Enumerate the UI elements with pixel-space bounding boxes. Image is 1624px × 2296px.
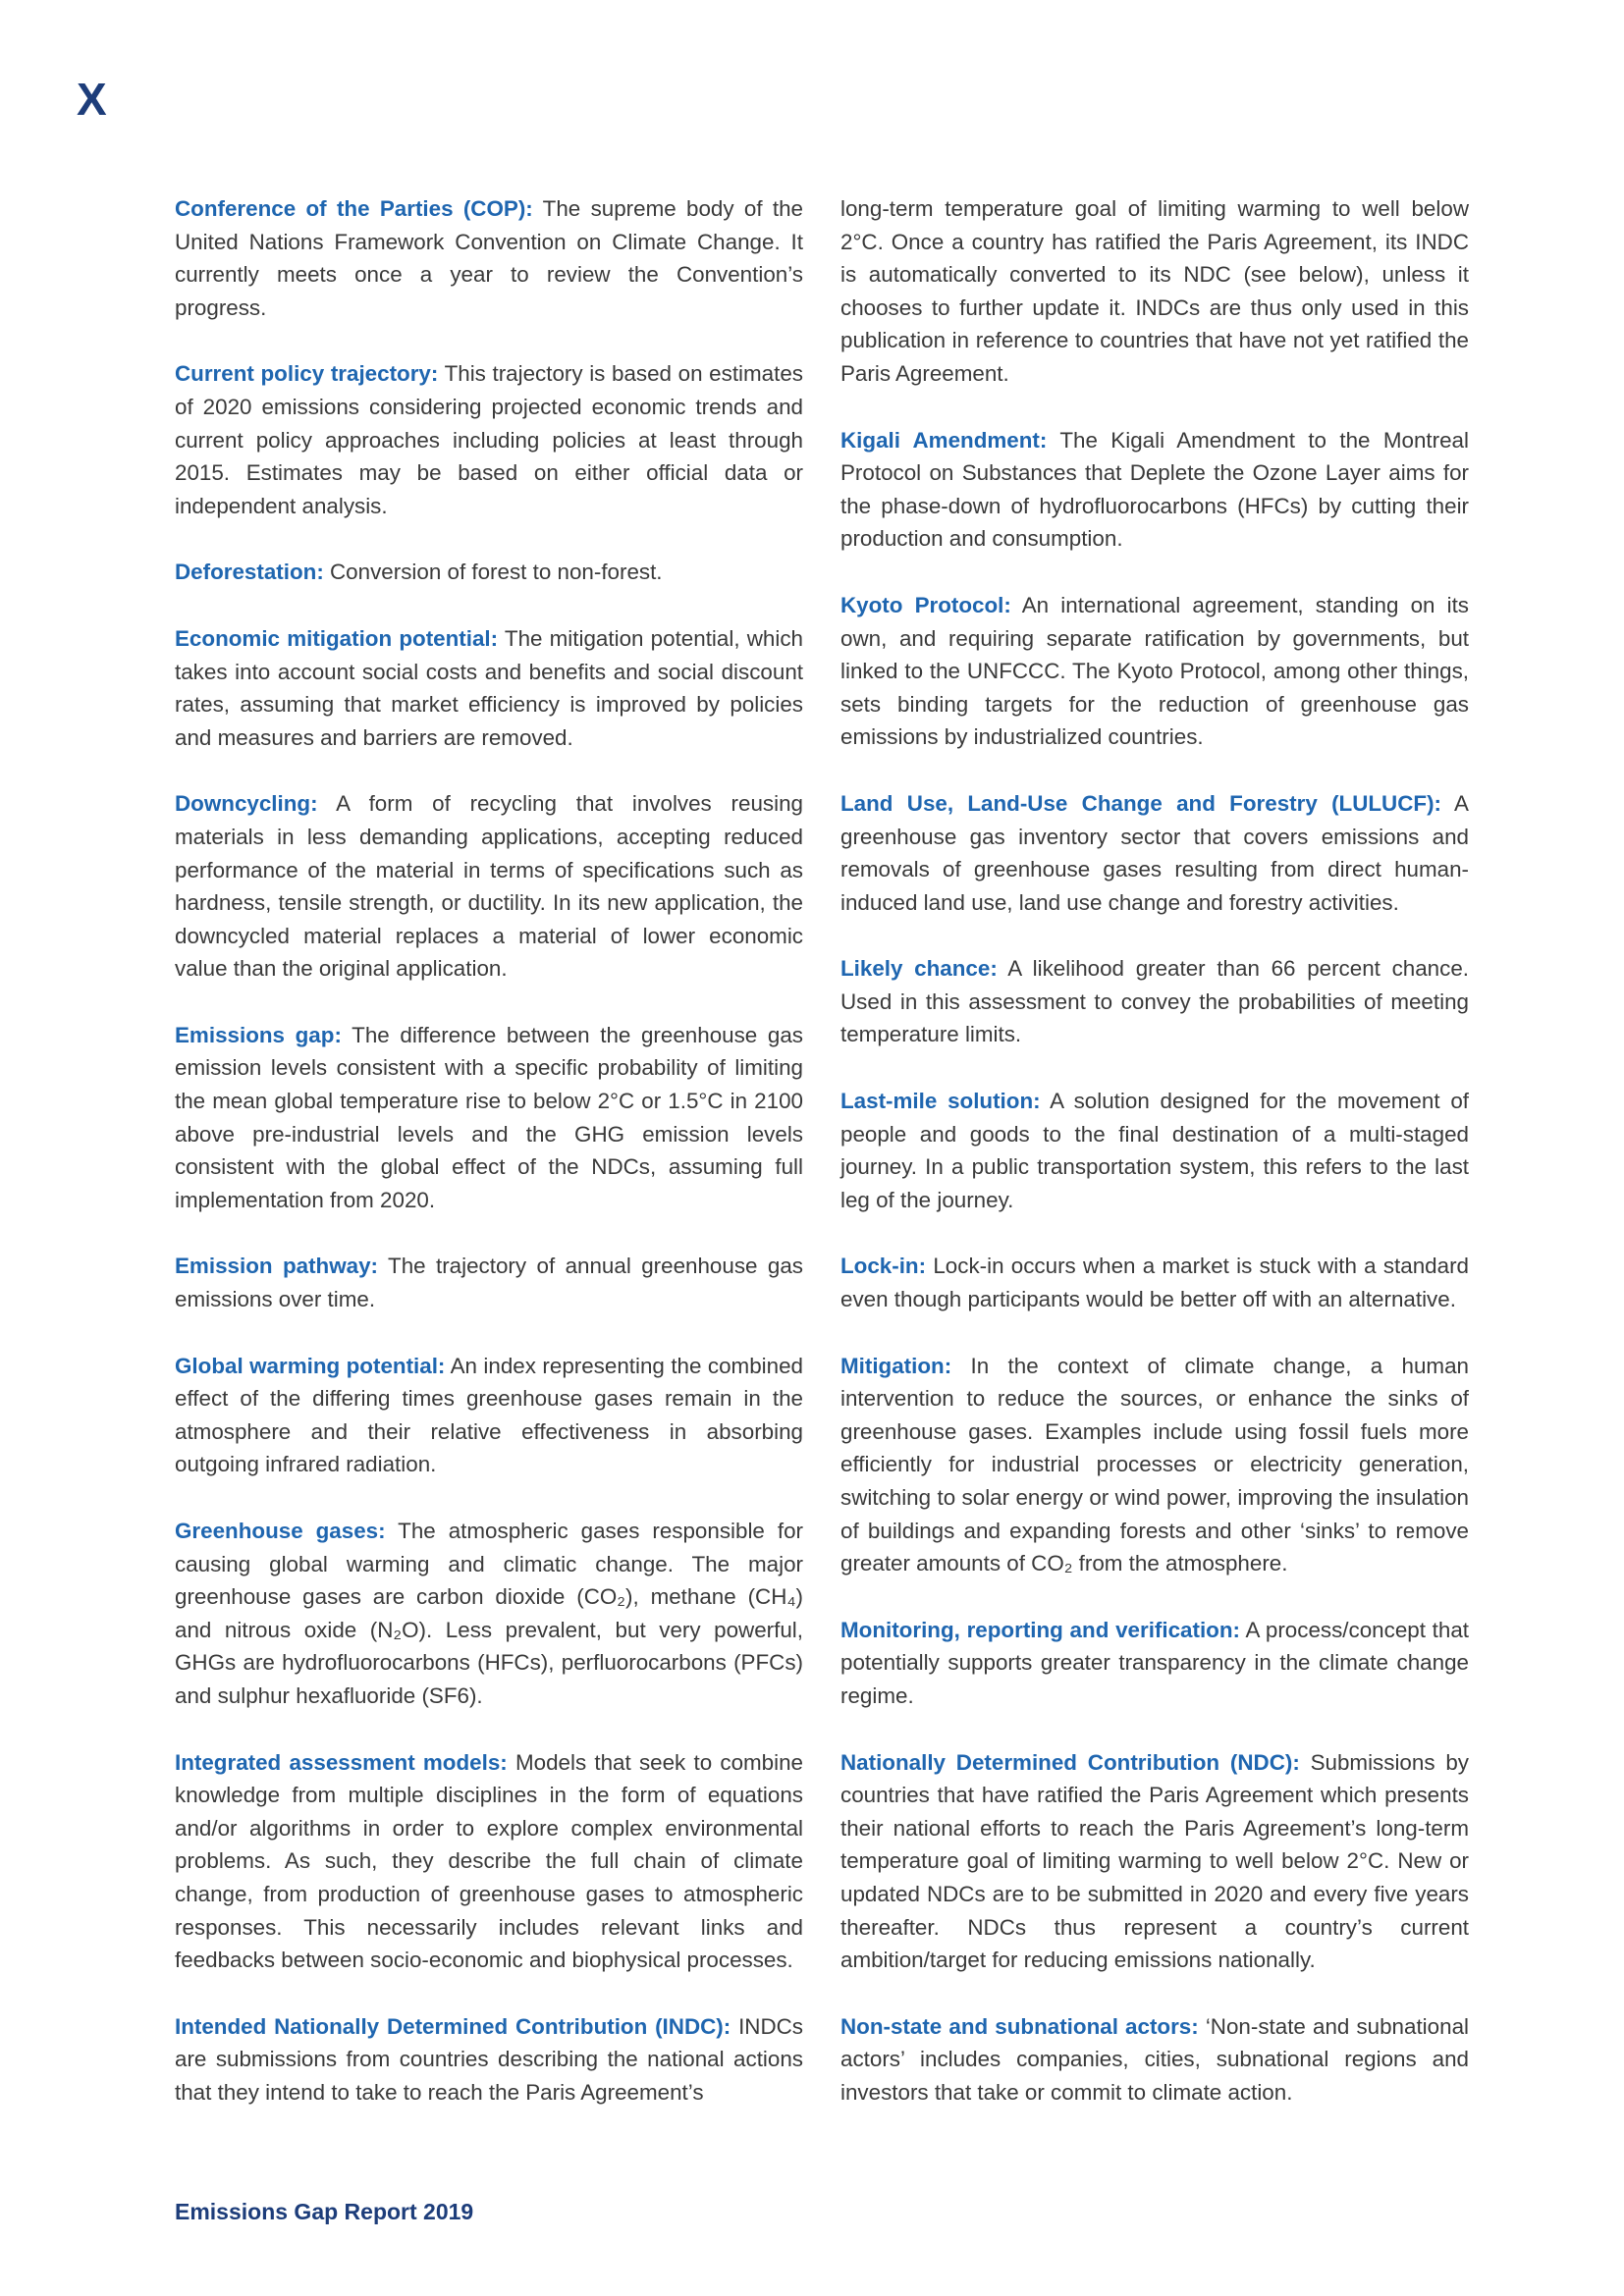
glossary-definition: Models that seek to combine knowledge from multiple disciplines in the form of equations and/or algorithms in order to explore complex environmental problems. As such, they describe the full chain of climate change, from production of greenhouse gases to atmospheric responses. This necessarily includes relevant links and feedbacks between socio-economic and biophysical processes.	[175, 1749, 804, 1973]
glossary-definition: In the context of climate change, a human intervention to reduce the sources, or enhance the sinks of greenhouse gases. Examples include using fossil fuels more efficiently for industrial processes or electricity generation, switching to solar energy or wind power, improving the insulation of buildings and expanding forests and other ‘sinks’ to remove greater amounts of CO₂ from the atmosphere.	[840, 1353, 1469, 1576]
glossary-definition: An international agreement, standing on its own, and requiring separate ratification by governments, but linked to the UNFCCC. The Kyoto Protocol, among other things, sets binding targets for the reduction of greenhouse gas emissions by industrialized countries.	[840, 592, 1469, 750]
glossary-definition: Lock-in occurs when a market is stuck with a standard even though participants would be better off with an alternative.	[840, 1254, 1469, 1312]
glossary-term: Kigali Amendment:	[840, 427, 1048, 453]
glossary-definition: The mitigation potential, which takes into account social costs and benefits and social discount rates, assuming that market efficiency is improved by policies and measures and barriers are removed.	[175, 625, 803, 750]
glossary-term: Emission pathway:	[175, 1254, 378, 1279]
glossary-entry	[175, 1746, 803, 1977]
glossary-term: Monitoring, reporting and verification:	[840, 1617, 1240, 1642]
glossary-term: Mitigation:	[840, 1353, 952, 1378]
glossary-entry	[175, 1350, 803, 1481]
glossary-definition: This trajectory is based on estimates of 2020 emissions considering projected economic trends and current policy approaches including policies at least through 2015. Estimates may be based on either official data or independent analysis.	[175, 361, 803, 518]
glossary-term: Conference of the Parties (COP):	[175, 196, 533, 221]
glossary-entry	[175, 192, 803, 324]
glossary-entry	[175, 1250, 803, 1315]
glossary-definition: The trajectory of annual greenhouse gas emissions over time.	[175, 1254, 803, 1312]
glossary-definition: ‘Non-state and subnational actors’ includes companies, cities, subnational regions and investors that take or commit to climate action.	[840, 2013, 1469, 2105]
glossary-entry	[840, 1250, 1469, 1315]
glossary-term: Intended Nationally Determined Contribution (INDC):	[175, 2013, 731, 2039]
glossary-entry	[840, 1350, 1469, 1580]
glossary-definition: The Kigali Amendment to the Montreal Protocol on Substances that Deplete the Ozone Layer aims for the phase-down of hydrofluorocarbons (HFCs) by cutting their production and consumption.	[840, 427, 1469, 552]
glossary-definition: INDCs are submissions from countries describing the national actions that they intend to take to reach the Paris Agreement’s	[175, 2013, 803, 2105]
glossary-entry	[840, 1746, 1469, 1977]
glossary-term: Lock-in:	[840, 1254, 927, 1279]
glossary-definition: Submissions by countries that have ratified the Paris Agreement which presents their national efforts to reach the Paris Agreement’s long-term temperature goal of limiting warming to well below 2°C. New or updated NDCs are to be submitted in 2020 and every five years thereafter. NDCs thus represent a country’s current ambition/target for reducing emissions nationally.	[840, 1749, 1469, 1973]
glossary-entry	[840, 952, 1469, 1051]
glossary-entry	[840, 2010, 1469, 2109]
glossary-entry	[175, 2010, 803, 2109]
glossary-definition: long-term temperature goal of limiting warming to well below 2°C. Once a country has ratified the Paris Agreement, its INDC is automatically converted to its NDC (see below), unless it chooses to further update it. INDCs are thus only used in this publication in reference to countries that have not yet ratified the Paris Agreement.	[840, 196, 1469, 386]
glossary-left-column	[175, 192, 803, 2143]
glossary-entry	[175, 1515, 803, 1713]
footer-report-title: Emissions Gap Report 2019	[175, 2199, 474, 2224]
glossary-entry	[840, 589, 1469, 754]
glossary-definition: A greenhouse gas inventory sector that covers emissions and removals of greenhouse gases resulting from direct human-induced land use, land use change and forestry activities.	[840, 790, 1469, 915]
glossary-term: Last-mile solution:	[840, 1089, 1041, 1114]
glossary-entry	[840, 424, 1469, 556]
glossary-definition: The difference between the greenhouse gas emission levels consistent with a specific probability of limiting the mean global temperature rise to below 2°C or 1.5°C in 2100 above pre-industrial levels and the GHG emission levels consistent with the global effect of the NDCs, assuming full implementation from 2020.	[175, 1022, 803, 1212]
glossary-term: Deforestation:	[175, 560, 324, 585]
glossary-entry	[175, 622, 803, 754]
glossary-term: Current policy trajectory:	[175, 361, 439, 387]
glossary-entry	[175, 357, 803, 522]
glossary-definition: A form of recycling that involves reusing materials in less demanding applications, accepting reduced performance of the material in terms of specifications such as hardness, tensile strength, or ductility. In its new application, the downcycled material replaces a material of lower economic value than the original application.	[175, 791, 803, 982]
glossary-term: Kyoto Protocol:	[840, 592, 1011, 617]
glossary-right-column	[840, 192, 1469, 2143]
glossary-definition: An index representing the combined effect of the differing times greenhouse gases remain in the atmosphere and their relative effectiveness in absorbing outgoing infrared radiation.	[175, 1353, 803, 1477]
glossary-term: Downcycling:	[175, 791, 318, 817]
glossary-entry	[175, 556, 803, 589]
glossary-entry	[840, 1085, 1469, 1216]
glossary-term: Greenhouse gases:	[175, 1519, 386, 1543]
glossary-term: Economic mitigation potential:	[175, 625, 499, 651]
glossary-definition: The supreme body of the United Nations Framework Convention on Climate Change. It currently meets once a year to review the Convention’s progress.	[175, 196, 803, 320]
glossary-definition: Conversion of forest to non-forest.	[330, 560, 663, 585]
glossary-term: Emissions gap:	[175, 1022, 342, 1047]
glossary-entry	[840, 787, 1469, 919]
glossary-entry	[175, 1019, 803, 1217]
glossary-entry	[175, 787, 803, 986]
glossary-definition: The atmospheric gases responsible for causing global warming and climatic change. The major greenhouse gases are carbon dioxide (CO₂), methane (CH₄) and nitrous oxide (N₂O). Less prevalent, but very powerful, GHGs are hydrofluorocarbons (HFCs), perfluorocarbons (PFCs) and sulphur hexafluoride (SF6).	[175, 1519, 803, 1708]
glossary-term: Integrated assessment models:	[175, 1749, 508, 1775]
glossary-entry	[840, 192, 1469, 391]
glossary-term: Likely chance:	[840, 956, 998, 982]
page-section-letter: X	[77, 74, 107, 125]
glossary-entry	[840, 1614, 1469, 1713]
glossary-definition: A process/concept that potentially supports greater transparency in the climate change regime.	[840, 1617, 1469, 1708]
glossary-term: Nationally Determined Contribution (NDC):	[840, 1749, 1300, 1775]
glossary-definition: A likelihood greater than 66 percent chance. Used in this assessment to convey the probabilities of meeting temperature limits.	[840, 956, 1469, 1047]
glossary-columns	[175, 192, 1469, 2143]
glossary-term: Global warming potential:	[175, 1353, 446, 1378]
glossary-term: Non-state and subnational actors:	[840, 2013, 1199, 2039]
glossary-definition: A solution designed for the movement of people and goods to the final destination of a multi-staged journey. In a public transportation system, this refers to the last leg of the journey.	[840, 1089, 1469, 1212]
glossary-term: Land Use, Land-Use Change and Forestry (LULUCF):	[840, 790, 1441, 816]
